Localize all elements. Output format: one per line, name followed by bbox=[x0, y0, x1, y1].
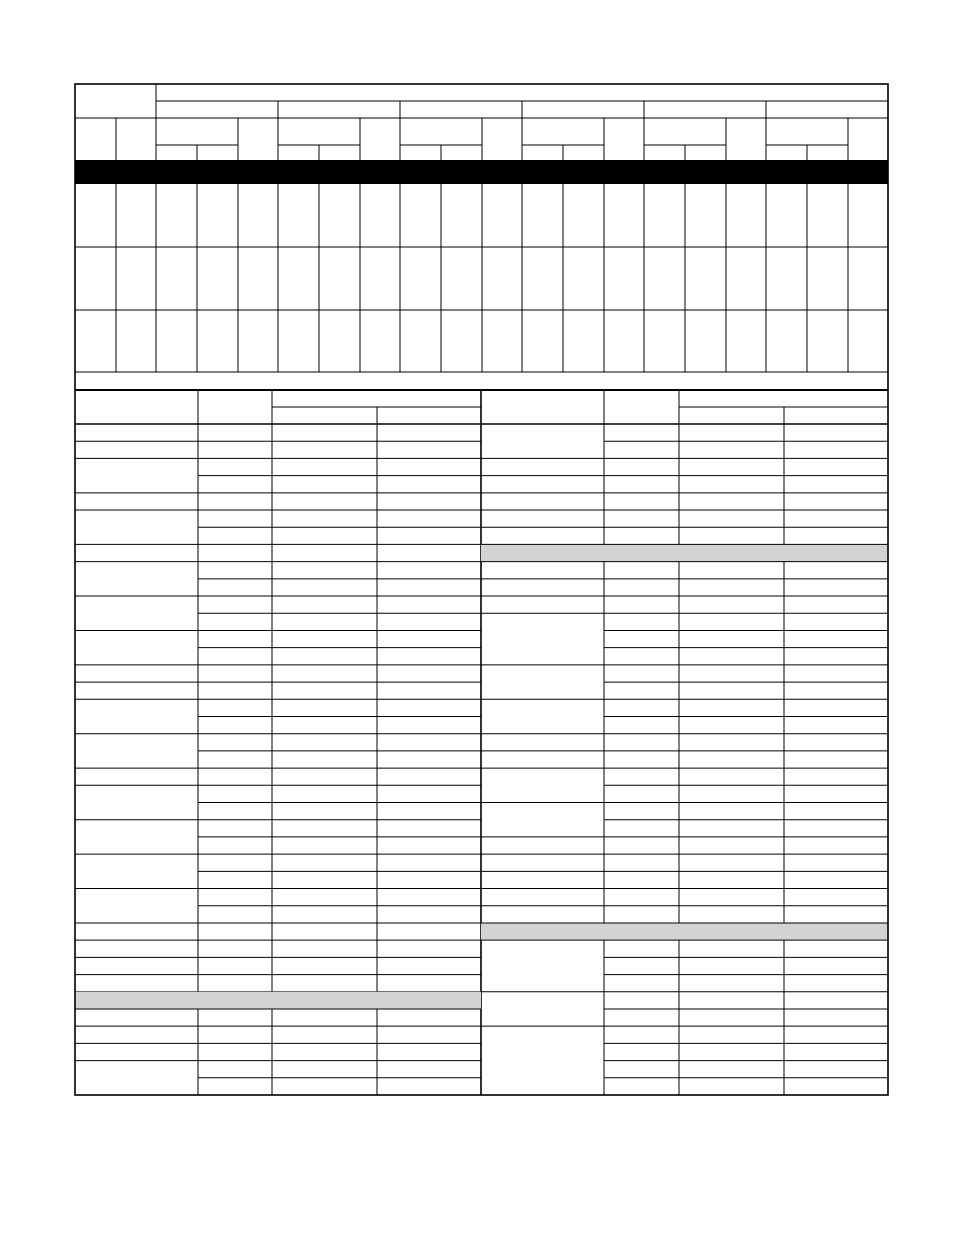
header-black-band bbox=[75, 160, 888, 184]
shaded-separator-row bbox=[481, 923, 888, 940]
shaded-separator-row bbox=[75, 992, 481, 1009]
shaded-separator-row bbox=[481, 544, 888, 561]
